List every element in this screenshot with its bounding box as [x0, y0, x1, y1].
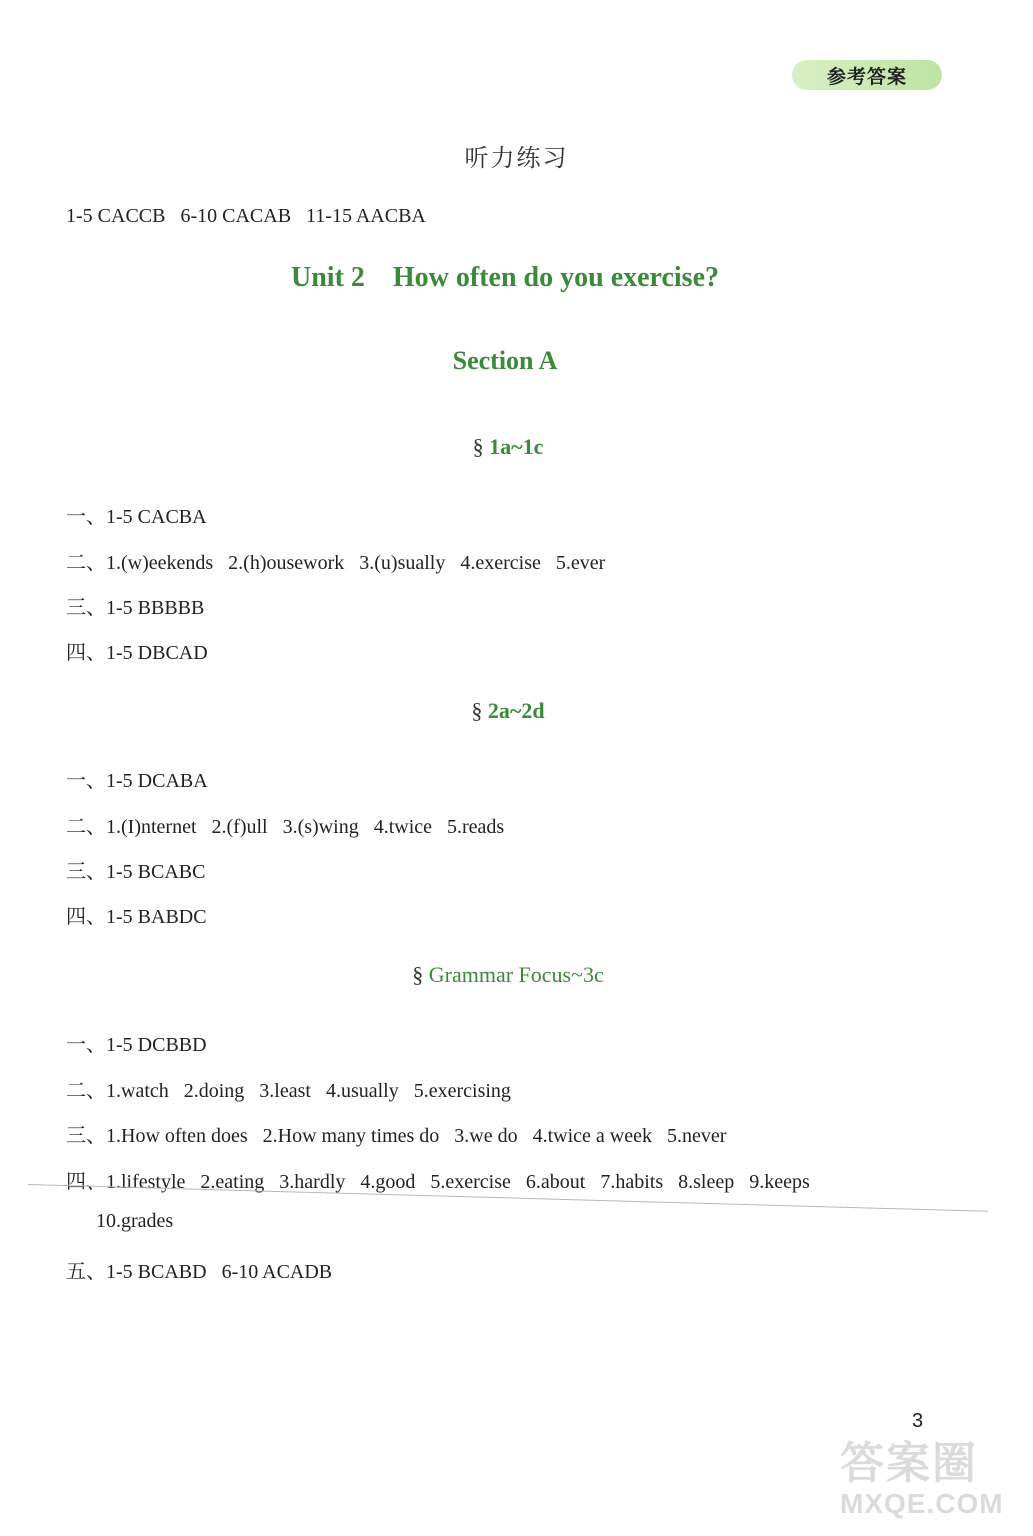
answer-line: 二、1.(w)eekends 2.(h)ousework 3.(u)sually 4.exercise 5.ever — [66, 552, 606, 574]
answer-line-continued: 10.grades — [96, 1210, 174, 1232]
section-title: Section A — [452, 346, 558, 375]
part-title: Grammar Focus~3c — [428, 962, 604, 987]
answer-key-badge: 参考答案 — [792, 60, 942, 90]
page-number: 3 — [912, 1410, 924, 1432]
part-title: 1a~1c — [489, 434, 544, 459]
watermark-logo-text: 答案圈 — [840, 1438, 978, 1489]
answer-line: 四、1.lifestyle 2.eating 3.hardly 4.good 5.exercise 6.about 7.habits 8.sleep 9.keeps — [66, 1171, 810, 1193]
part-title: 2a~2d — [487, 698, 545, 723]
answer-line: 三、1.How often does 2.How many times do 3.we do 4.twice a week 5.never — [66, 1125, 727, 1147]
answer-line: 三、1-5 BBBBB — [66, 597, 205, 619]
answer-line: 二、1.(I)nternet 2.(f)ull 3.(s)wing 4.twice 5.reads — [66, 816, 505, 838]
listening-practice-heading: 听力练习 — [464, 144, 569, 172]
answer-line: 三、1-5 BCABC — [66, 861, 206, 883]
answer-line: 五、1-5 BCABD 6-10 ACADB — [66, 1261, 333, 1283]
listening-answers: 1-5 CACCB 6-10 CACAB 11-15 AACBA — [66, 205, 426, 227]
answer-line: 一、1-5 DCBBD — [66, 1034, 207, 1056]
part-heading-2a-2d — [0, 698, 1016, 724]
answer-line: 四、1-5 DBCAD — [66, 642, 208, 664]
section-mark: § — [472, 434, 484, 459]
part-heading-grammar-focus — [0, 962, 1016, 988]
answer-line: 二、1.watch 2.doing 3.least 4.usually 5.exercising — [66, 1080, 511, 1102]
watermark — [840, 1440, 1030, 1532]
answer-line: 一、1-5 DCABA — [66, 770, 208, 792]
unit-title: Unit 2 How often do you exercise? — [291, 262, 719, 293]
answer-line: 一、1-5 CACBA — [66, 506, 207, 528]
answer-line: 四、1-5 BABDC — [66, 906, 207, 928]
part-heading-1a-1c — [0, 434, 1016, 460]
section-mark: § — [412, 962, 424, 987]
watermark-site-text: MXQE.COM — [840, 1488, 1004, 1519]
section-mark: § — [471, 698, 483, 723]
